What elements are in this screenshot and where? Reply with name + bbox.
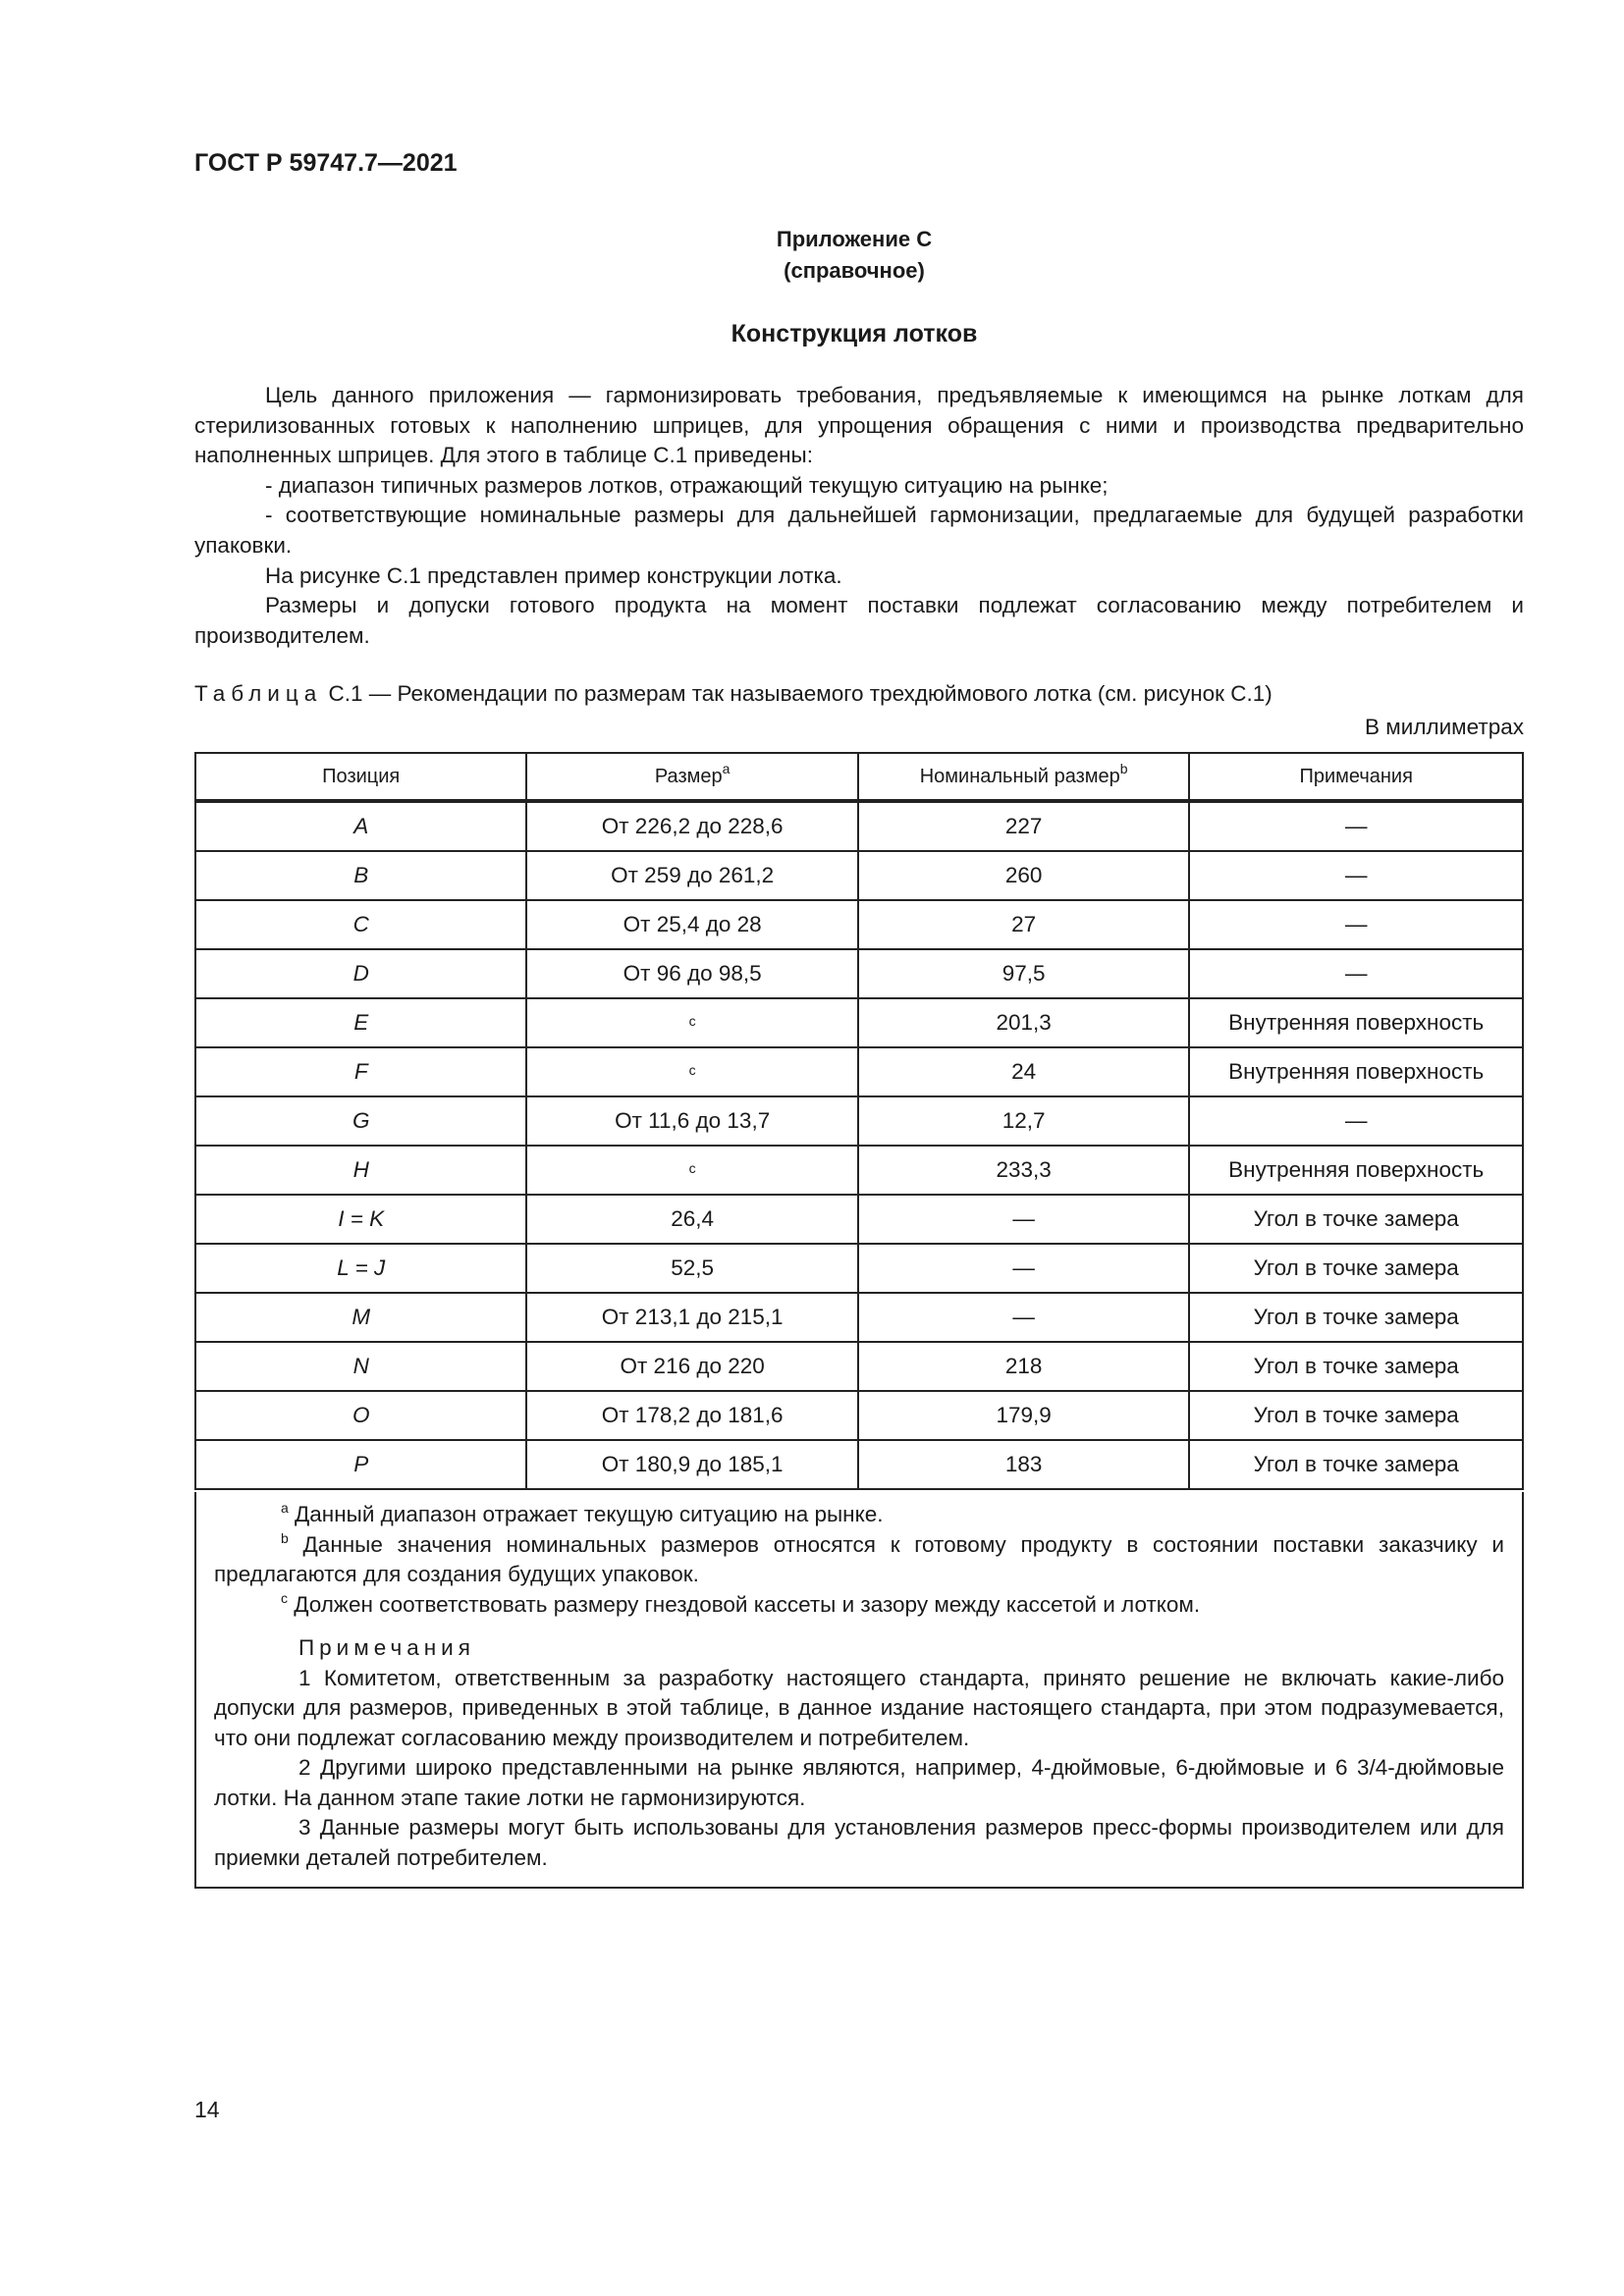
cell-nominal: 97,5: [858, 949, 1190, 998]
cell-position: D: [195, 949, 526, 998]
table-label: Таблица: [194, 681, 323, 706]
intro-list-item: - диапазон типичных размеров лотков, отражающий текущую ситуацию на рынке;: [265, 472, 1109, 498]
cell-size: [526, 1146, 857, 1195]
table-body: [195, 801, 1523, 1489]
cell-position: P: [195, 1440, 526, 1489]
cell-remark: —: [1189, 851, 1523, 900]
cell-position: O: [195, 1391, 526, 1440]
note-item: 3 Данные размеры могут быть использованы для установления размеров пресс-формы производителем или для приемки деталей потребителем.: [214, 1815, 1504, 1870]
table-row: [195, 1047, 1523, 1096]
cell-nominal: 227: [858, 801, 1190, 851]
footnotes: [214, 1500, 1504, 1620]
table-header-row: [195, 753, 1523, 801]
column-header-remarks: Примечания: [1189, 753, 1523, 801]
table-row: [195, 1440, 1523, 1489]
intro-text: [194, 381, 1524, 651]
footnote: [214, 1500, 1504, 1530]
cell-position: N: [195, 1342, 526, 1391]
intro-paragraph: На рисунке С.1 представлен пример конструкции лотка.: [265, 562, 842, 588]
cell-size: От 11,6 до 13,7: [526, 1096, 857, 1146]
footnote-text: Данные значения номинальных размеров относятся к готовому продукту в состоянии поставки заказчику и предлагаются для создания будущих упаковок.: [214, 1531, 1504, 1586]
cell-remark: Угол в точке замера: [1189, 1293, 1523, 1342]
footnote-mark: b: [281, 1529, 289, 1546]
cell-remark: Угол в точке замера: [1189, 1244, 1523, 1293]
note-item: 1 Комитетом, ответственным за разработку настоящего стандарта, принято решение не включать какие-либо допуски для размеров, приведенных в этой таблице, в данное издание настоящего стандарта, при этом подразумевается, что они подлежат согласованию между производителем и потребителем.: [214, 1665, 1504, 1750]
footnote-mark: b: [1119, 760, 1128, 776]
cell-position: H: [195, 1146, 526, 1195]
cell-size: От 96 до 98,5: [526, 949, 857, 998]
annex-title: Приложение С: [776, 227, 933, 251]
footnote-mark: c: [281, 1589, 288, 1606]
annex-heading: [0, 224, 1624, 287]
table-row: [195, 1146, 1523, 1195]
cell-size: От 213,1 до 215,1: [526, 1293, 857, 1342]
notes-title: Примечания: [298, 1635, 475, 1660]
cell-position: L = J: [195, 1244, 526, 1293]
table-row: [195, 1342, 1523, 1391]
cell-nominal: 27: [858, 900, 1190, 949]
cell-remark: Внутренняя поверхность: [1189, 1146, 1523, 1195]
intro-paragraph: Размеры и допуски готового продукта на момент поставки подлежат согласованию между потребителем и производителем.: [194, 593, 1524, 648]
cell-remark: Внутренняя поверхность: [1189, 1047, 1523, 1096]
cell-position: M: [195, 1293, 526, 1342]
table-row: [195, 1391, 1523, 1440]
cell-size: От 226,2 до 228,6: [526, 801, 857, 851]
column-header-position: Позиция: [195, 753, 526, 801]
footnote-mark: c: [688, 1160, 696, 1176]
cell-position: E: [195, 998, 526, 1047]
cell-nominal: —: [858, 1195, 1190, 1244]
table-row: [195, 851, 1523, 900]
table-row: [195, 1096, 1523, 1146]
cell-position: A: [195, 801, 526, 851]
cell-remark: Угол в точке замера: [1189, 1342, 1523, 1391]
cell-remark: —: [1189, 949, 1523, 998]
note-item: 2 Другими широко представленными на рынке являются, например, 4-дюймовые, 6-дюймовые и 6 3/4-дюймовые лотки. На данном этапе такие лотки не гармонизируются.: [214, 1755, 1504, 1810]
cell-size: 52,5: [526, 1244, 857, 1293]
cell-position: B: [195, 851, 526, 900]
table-row: [195, 1244, 1523, 1293]
table-caption: [194, 679, 1524, 709]
cell-nominal: 260: [858, 851, 1190, 900]
intro-paragraph: Цель данного приложения — гармонизировать требования, предъявляемые к имеющимся на рынке лоткам для стерилизованных готовых к наполнению шприцев, для упрощения обращения с ними и производства предварительно наполненных шприцев. Для этого в таблице С.1 приведены:: [194, 383, 1524, 468]
cell-nominal: 218: [858, 1342, 1190, 1391]
table-row: [195, 998, 1523, 1047]
footnote-mark: c: [688, 1062, 696, 1078]
table-row: [195, 1195, 1523, 1244]
notes: [214, 1664, 1504, 1874]
column-header-nominal: Номинальный размер$^b$: [858, 753, 1190, 801]
cell-nominal: 183: [858, 1440, 1190, 1489]
cell-size: От 259 до 261,2: [526, 851, 857, 900]
cell-nominal: 233,3: [858, 1146, 1190, 1195]
footnote-text: Данный диапазон отражает текущую ситуацию на рынке.: [288, 1502, 884, 1526]
table-caption-text: С.1 — Рекомендации по размерам так называемого трехдюймового лотка (см. рисунок С.1): [322, 681, 1272, 706]
table-row: [195, 1293, 1523, 1342]
cell-nominal: 24: [858, 1047, 1190, 1096]
cell-size: 26,4: [526, 1195, 857, 1244]
cell-remark: —: [1189, 900, 1523, 949]
table-row: [195, 801, 1523, 851]
cell-nominal: 201,3: [858, 998, 1190, 1047]
cell-remark: —: [1189, 1096, 1523, 1146]
cell-nominal: 12,7: [858, 1096, 1190, 1146]
cell-size: [526, 1047, 857, 1096]
cell-position: C: [195, 900, 526, 949]
cell-size: От 180,9 до 185,1: [526, 1440, 857, 1489]
cell-nominal: 179,9: [858, 1391, 1190, 1440]
cell-remark: Внутренняя поверхность: [1189, 998, 1523, 1047]
section-title: Конструкция лотков: [731, 320, 978, 347]
cell-nominal: —: [858, 1244, 1190, 1293]
column-header-size: Размер$^a$: [526, 753, 857, 801]
intro-list-item: - соответствующие номинальные размеры для дальнейшей гармонизации, предлагаемые для будущей разработки упаковки.: [194, 503, 1524, 558]
footnote-text: Должен соответствовать размеру гнездовой кассеты и зазору между кассетой и лотком.: [288, 1591, 1201, 1617]
cell-position: G: [195, 1096, 526, 1146]
footnote: [214, 1530, 1504, 1590]
cell-remark: —: [1189, 801, 1523, 851]
table-row: [195, 949, 1523, 998]
table-row: [195, 900, 1523, 949]
dimensions-table: [194, 752, 1524, 1490]
page-number: 14: [194, 2097, 220, 2122]
cell-size: От 25,4 до 28: [526, 900, 857, 949]
footnote-mark: c: [688, 1013, 696, 1029]
cell-position: I = K: [195, 1195, 526, 1244]
table-footer: [194, 1492, 1524, 1889]
cell-remark: Угол в точке замера: [1189, 1391, 1523, 1440]
cell-size: От 178,2 до 181,6: [526, 1391, 857, 1440]
cell-size: От 216 до 220: [526, 1342, 857, 1391]
cell-size: [526, 998, 857, 1047]
document-id: ГОСТ Р 59747.7—2021: [194, 149, 458, 177]
annex-status: (справочное): [784, 258, 925, 283]
cell-remark: Угол в точке замера: [1189, 1195, 1523, 1244]
cell-position: F: [195, 1047, 526, 1096]
footnote-mark: a: [281, 1500, 289, 1516]
cell-nominal: —: [858, 1293, 1190, 1342]
footnote: [214, 1590, 1504, 1621]
cell-remark: Угол в точке замера: [1189, 1440, 1523, 1489]
footnote-mark: a: [722, 760, 731, 776]
table-units: В миллиметрах: [1365, 715, 1524, 739]
